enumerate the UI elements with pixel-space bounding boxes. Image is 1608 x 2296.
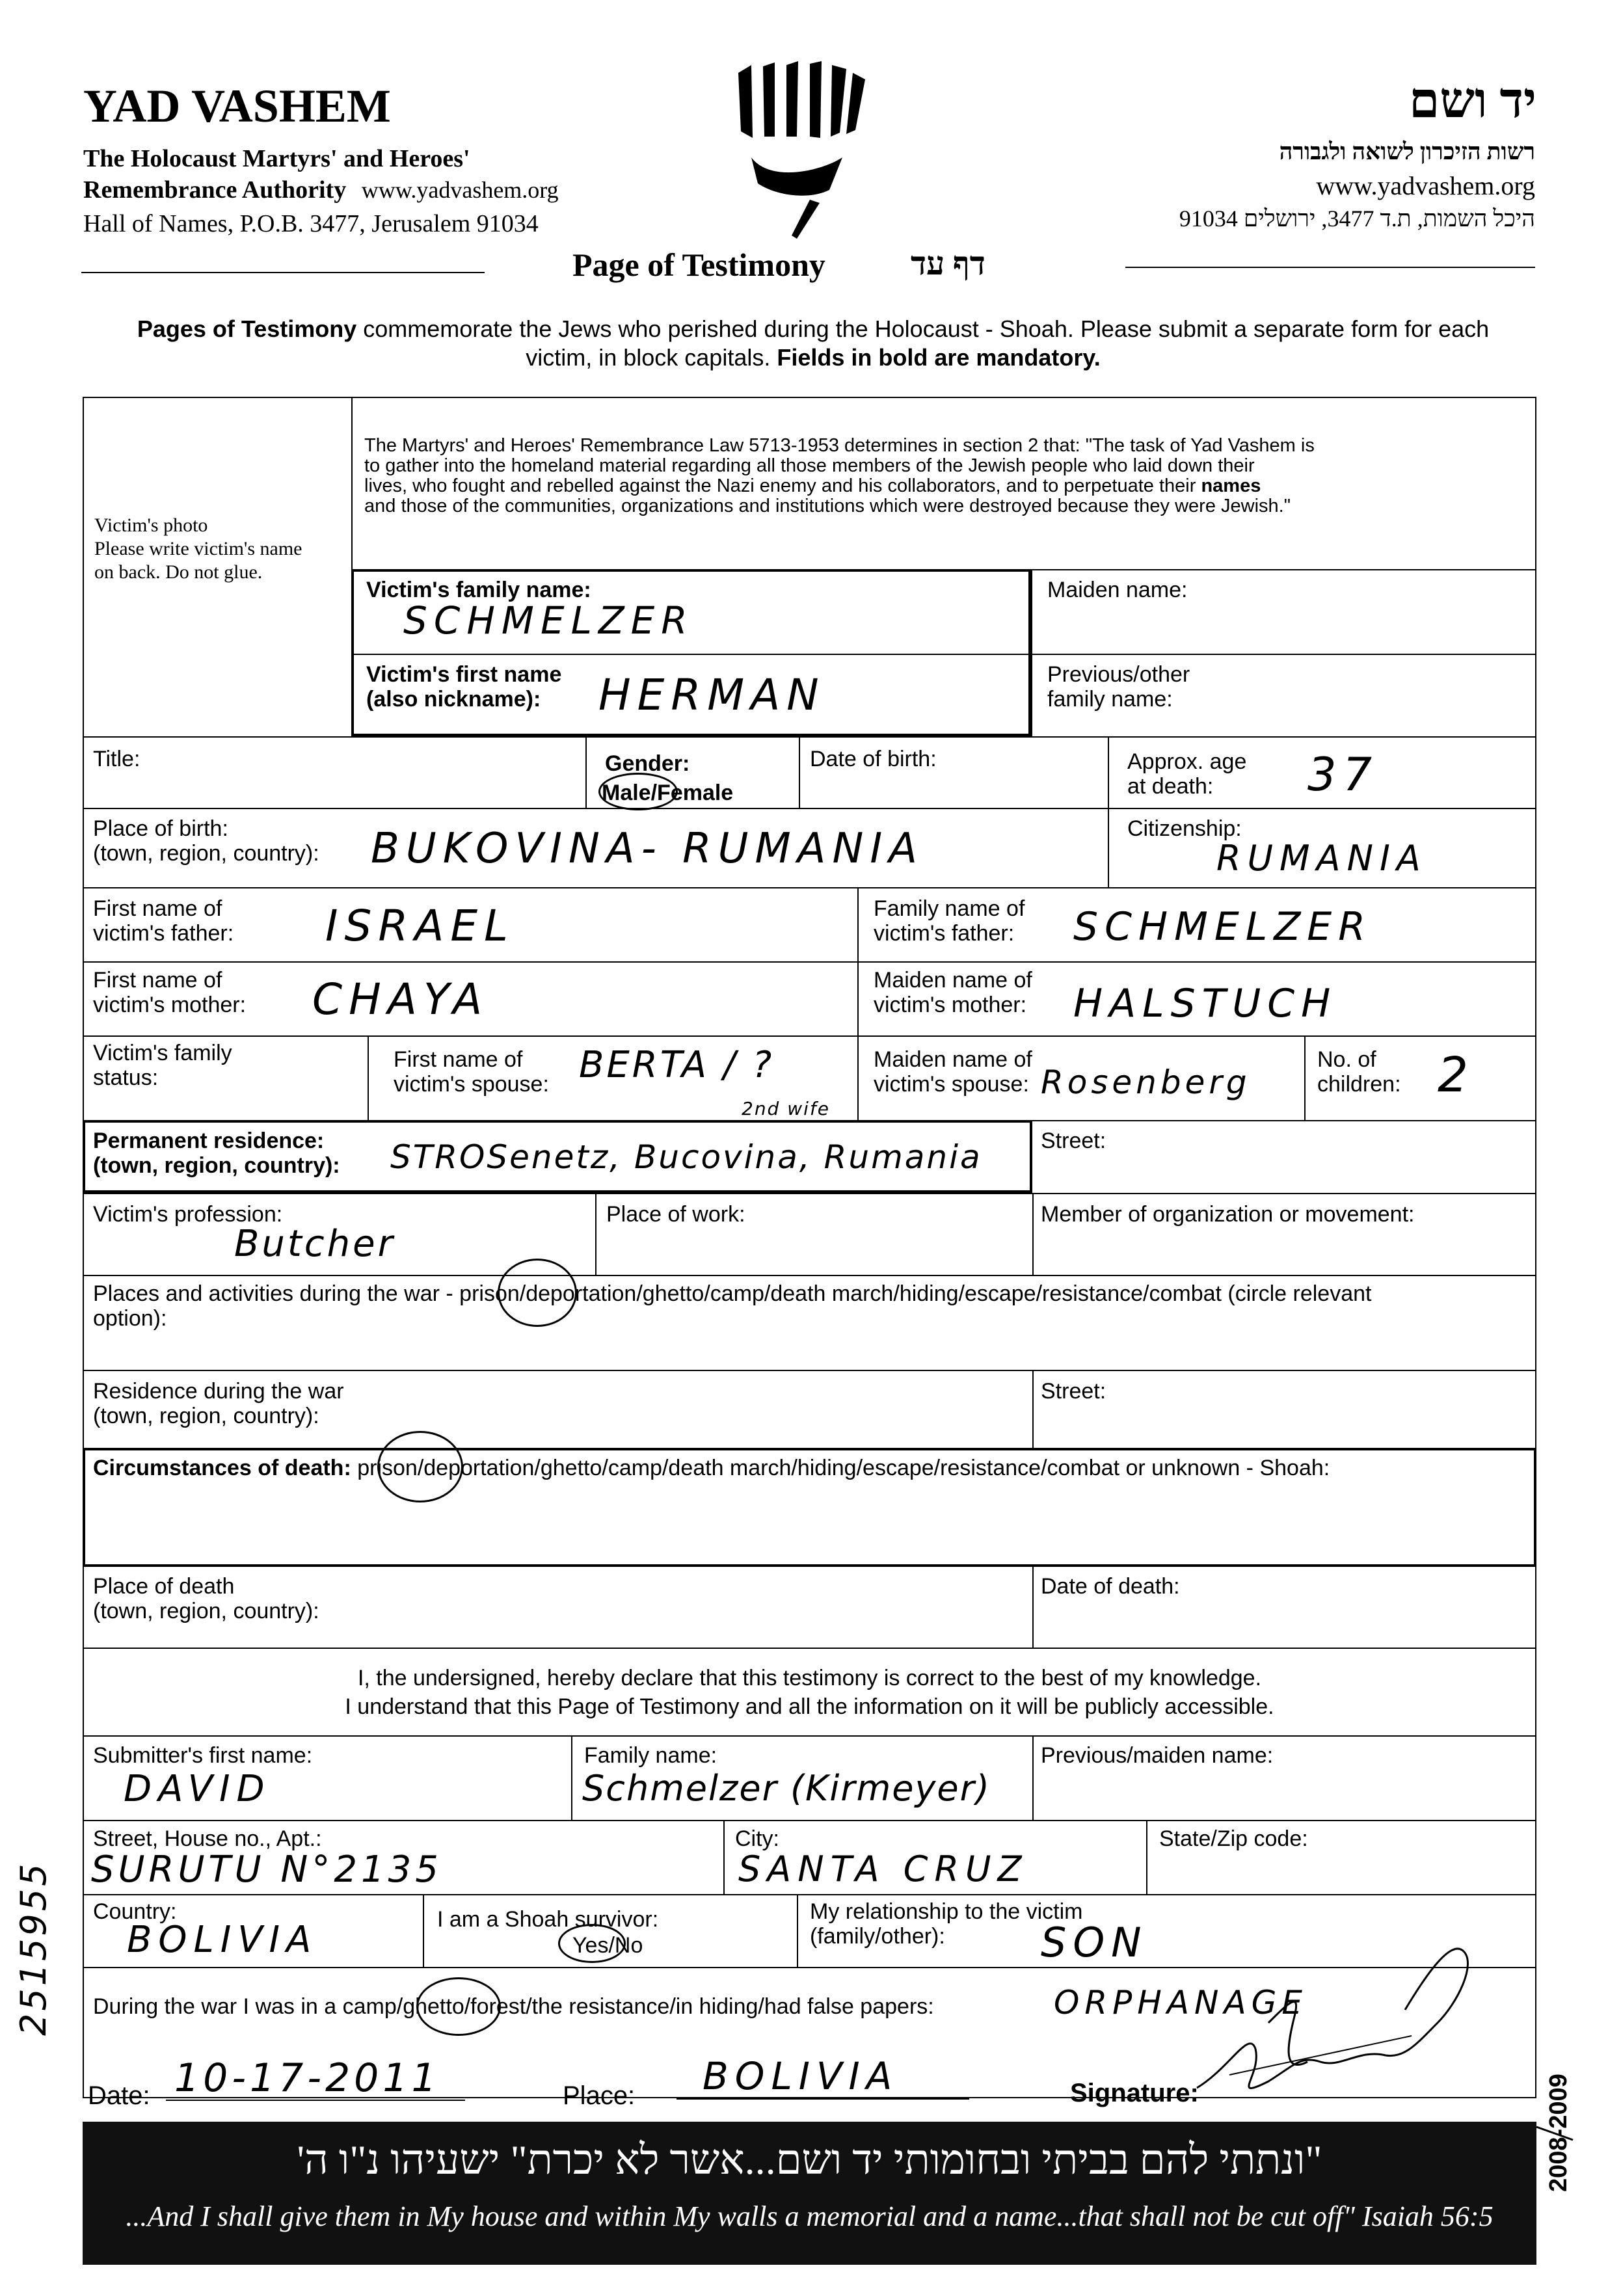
col-rule xyxy=(1032,1735,1034,1820)
org-authority-line xyxy=(83,176,559,204)
mother-maiden-value[interactable]: HALSTUCH xyxy=(1073,981,1337,1026)
death-prison-circle-mark xyxy=(377,1431,463,1502)
survivor-options[interactable]: Yes/No xyxy=(572,1933,643,1958)
gender-female[interactable]: Female xyxy=(657,781,734,805)
declaration-line-2: I understand that this Page of Testimony and all the information on it will be publicly accessible. xyxy=(345,1694,1274,1719)
hebrew-subtitle: רשות הזיכרון לשואה ולגבורה xyxy=(1279,139,1535,165)
intro-line2: victim, in block capitals. xyxy=(526,344,777,371)
date-underline xyxy=(166,2100,465,2101)
father-first-value[interactable]: ISRAEL xyxy=(325,901,515,951)
age-value[interactable]: 37 xyxy=(1307,748,1379,801)
survivor-label: I am a Shoah survivor: xyxy=(437,1907,659,1932)
row-rule xyxy=(83,1120,1536,1121)
col-rule xyxy=(1032,1370,1034,1448)
col-rule xyxy=(1108,808,1109,887)
age-label-1: Approx. age xyxy=(1127,749,1247,774)
row-rule xyxy=(83,1193,1536,1194)
row-rule xyxy=(83,1275,1536,1276)
gender-options[interactable]: Male/Female xyxy=(602,781,734,805)
row-rule xyxy=(83,1735,1536,1737)
place-value[interactable]: BOLIVIA xyxy=(703,2054,899,2098)
col-rule xyxy=(1146,1820,1147,1894)
pob-label xyxy=(93,816,319,866)
hebrew-address: היכל השמות, ת.ד 3477, ירושלים 91034 xyxy=(1179,206,1535,232)
row-rule xyxy=(83,808,1536,809)
children-value[interactable]: 2 xyxy=(1438,1047,1475,1103)
war-street-label: Street: xyxy=(1041,1379,1106,1404)
submitter-prev-label: Previous/maiden name: xyxy=(1041,1743,1274,1768)
father-family-label xyxy=(874,896,1025,946)
signature-mark xyxy=(1190,1925,1490,2120)
submitter-first-label: Submitter's first name: xyxy=(93,1743,313,1768)
col-rule xyxy=(723,1820,725,1894)
father-family-value[interactable]: SCHMELZER xyxy=(1073,904,1372,950)
col-rule xyxy=(571,1735,572,1820)
date-label: Date: xyxy=(88,2081,150,2110)
submitter-city-label: City: xyxy=(735,1826,779,1851)
residence-value[interactable]: STROSenetz, Bucovina, Rumania xyxy=(390,1138,982,1176)
menorah-logo-icon xyxy=(732,60,868,242)
mother-first-label-2: victim's mother: xyxy=(93,993,247,1017)
father-first-label-1: First name of xyxy=(93,896,222,921)
submitter-city-value[interactable]: SANTA CRUZ xyxy=(738,1849,1028,1889)
pob-label-1: Place of birth: xyxy=(93,816,228,841)
row-rule xyxy=(83,1648,1536,1649)
submitter-state-label: State/Zip code: xyxy=(1159,1826,1308,1851)
mother-maiden-label-2: victim's mother: xyxy=(874,993,1027,1017)
col-rule xyxy=(585,736,587,808)
row-rule xyxy=(83,736,1536,738)
family-status-label-1: Victim's family xyxy=(93,1041,232,1065)
survivor-no[interactable]: No xyxy=(614,1933,643,1958)
yes-circle-mark xyxy=(558,1924,626,1963)
citizenship-value[interactable]: RUMANIA xyxy=(1216,838,1427,879)
residence-label xyxy=(93,1128,340,1178)
prev-label-2: family name: xyxy=(1047,687,1173,712)
war-residence-label-1: Residence during the war xyxy=(93,1379,344,1404)
submitter-first-value[interactable]: DAVID xyxy=(124,1768,271,1810)
org-authority: Remembrance Authority xyxy=(83,176,347,204)
death-circ-options: prison/deportation/ghetto/camp/death march/hiding/escape/resistance/combat or unknown - Shoah: xyxy=(351,1456,1330,1480)
footer-banner xyxy=(83,2122,1536,2265)
row-rule xyxy=(351,654,1536,655)
pod-label-2: (town, region, country): xyxy=(93,1599,319,1623)
war-residence-label xyxy=(93,1379,344,1428)
title-rule-right xyxy=(1125,267,1535,268)
declaration xyxy=(83,1664,1536,1721)
family-status-label xyxy=(93,1041,232,1090)
children-label-2: children: xyxy=(1317,1072,1401,1097)
date-value[interactable]: 10-17-2011 xyxy=(174,2055,440,2101)
mother-first-value[interactable]: CHAYA xyxy=(312,974,489,1024)
family-name-value[interactable]: SCHMELZER xyxy=(403,598,694,643)
children-label xyxy=(1317,1047,1401,1097)
pob-value[interactable]: BUKOVINA- RUMANIA xyxy=(371,825,924,873)
previous-family-name-label xyxy=(1047,662,1190,712)
pod-label-1: Place of death xyxy=(93,1574,235,1599)
submitter-street-label: Street, House no., Apt.: xyxy=(93,1826,322,1851)
father-family-label-2: victim's father: xyxy=(874,921,1015,946)
spouse-maiden-label-1: Maiden name of xyxy=(874,1047,1032,1072)
col-rule xyxy=(1032,1193,1034,1275)
war-places-label-1: Places and activities during the war - prison/deportation/ghetto/camp/death march/hiding/escape/resistance/combat (circle relevant xyxy=(93,1281,1372,1306)
intro-text xyxy=(91,315,1535,372)
org-name: YAD VASHEM xyxy=(83,80,391,132)
page-title: Page of Testimony xyxy=(572,247,825,283)
citizenship-label: Citizenship: xyxy=(1127,816,1242,841)
first-name-label xyxy=(366,662,561,712)
footer-english: ...And I shall give them in My house and within My walls a memorial and a name...that shall not be cut off" Isaiah 56:5 xyxy=(126,2200,1494,2232)
father-first-label xyxy=(93,896,234,946)
first-name-label-1: Victim's first name xyxy=(366,662,562,687)
col-rule xyxy=(1031,569,1032,736)
org-subtitle: The Holocaust Martyrs' and Heroes' xyxy=(83,145,470,172)
hebrew-name: יד ושם xyxy=(1408,73,1536,128)
gender-label: Gender: xyxy=(605,751,690,776)
date-of-death-label: Date of death: xyxy=(1041,1574,1180,1599)
spouse-first-label xyxy=(394,1047,549,1097)
photo-line-2: Please write victim's name xyxy=(94,538,302,559)
row-rule xyxy=(83,1894,1536,1895)
submitter-war-value[interactable]: ORPHANAGE xyxy=(1054,1984,1307,2022)
spouse-first-value[interactable]: BERTA / ? xyxy=(579,1044,775,1086)
male-circle-mark xyxy=(598,773,678,810)
row-rule xyxy=(83,1370,1536,1371)
residence-label-1: Permanent residence: xyxy=(93,1128,325,1153)
page-title-hebrew: דף עד xyxy=(911,245,985,282)
law-line-1: The Martyrs' and Heroes' Remembrance Law 5713-1953 determines in section 2 that: "The task of Yad Vashem is xyxy=(364,435,1315,456)
col-rule xyxy=(799,736,800,808)
submitter-country-value[interactable]: BOLIVIA xyxy=(127,1919,318,1961)
footer-hebrew: "ונתתי להם בביתי ובחומותי יד ושם...אשר לא יכרת" ישעיהו נ"ו ה' xyxy=(297,2137,1322,2183)
spouse-maiden-label-2: victim's spouse: xyxy=(874,1072,1029,1097)
children-label-1: No. of xyxy=(1317,1047,1376,1072)
row-rule xyxy=(83,1820,1536,1821)
col-rule xyxy=(1304,1035,1306,1120)
spouse-maiden-label xyxy=(874,1047,1032,1097)
father-family-label-1: Family name of xyxy=(874,896,1025,921)
organization-label: Member of organization or movement: xyxy=(1041,1202,1415,1227)
place-underline xyxy=(677,2098,969,2100)
ghetto-circle-mark xyxy=(416,1977,501,2036)
col-rule xyxy=(1032,1567,1034,1648)
submitter-country-label: Country: xyxy=(93,1899,177,1924)
title-label: Title: xyxy=(93,747,141,771)
law-line-3 xyxy=(364,476,1529,496)
mother-maiden-label-1: Maiden name of xyxy=(874,968,1032,993)
profession-label: Victim's profession: xyxy=(93,1202,283,1227)
title-rule-left xyxy=(81,272,485,273)
pob-label-2: (town, region, country): xyxy=(93,841,319,866)
submitter-family-value[interactable]: Schmelzer (Kirmeyer) xyxy=(582,1768,991,1809)
death-circumstances-label xyxy=(93,1456,1330,1480)
org-url: www.yadvashem.org xyxy=(361,177,559,203)
col-rule xyxy=(857,1035,859,1120)
col-rule xyxy=(1108,736,1109,808)
age-label-2: at death: xyxy=(1127,774,1214,799)
intro-mandatory: Fields in bold are mandatory. xyxy=(777,344,1101,371)
residence-label-2: (town, region, country): xyxy=(93,1153,340,1178)
war-residence-label-2: (town, region, country): xyxy=(93,1404,319,1428)
mother-first-label-1: First name of xyxy=(93,968,222,993)
maiden-name-label: Maiden name: xyxy=(1047,578,1188,602)
submitter-family-label: Family name: xyxy=(584,1743,717,1768)
gender-male[interactable]: Male xyxy=(602,781,651,805)
photo-instructions xyxy=(94,514,302,584)
spouse-first-label-1: First name of xyxy=(394,1047,523,1072)
profession-value[interactable]: Butcher xyxy=(234,1223,395,1265)
work-label: Place of work: xyxy=(606,1202,745,1227)
col-rule xyxy=(797,1894,798,1967)
row-rule xyxy=(83,1035,1536,1037)
law-line-3-text: lives, who fought and rebelled against the Nazi enemy and his collaborators, and to perpetuate their xyxy=(364,475,1201,496)
row-rule xyxy=(83,961,1536,963)
submitter-war-label: During the war I was in a camp/ghetto/forest/the resistance/in hiding/had false papers: xyxy=(93,1994,934,2019)
age-label xyxy=(1127,749,1246,799)
photo-line-1: Victim's photo xyxy=(94,514,208,536)
relationship-value[interactable]: SON xyxy=(1041,1919,1148,1966)
submitter-street-value[interactable]: SURUTU N°2135 xyxy=(91,1849,442,1891)
family-status-label-2: status: xyxy=(93,1065,159,1090)
intro-line1: commemorate the Jews who perished during the Holocaust - Shoah. Please submit a separate form for each xyxy=(356,315,1490,342)
dob-label: Date of birth: xyxy=(810,747,937,771)
spouse-maiden-value[interactable]: Rosenberg xyxy=(1041,1063,1251,1101)
hebrew-url: www.yadvashem.org xyxy=(1316,171,1535,200)
photo-line-3: on back. Do not glue. xyxy=(94,561,263,583)
mother-first-label xyxy=(93,968,246,1017)
law-text xyxy=(364,436,1529,516)
father-first-label-2: victim's father: xyxy=(93,921,234,946)
relationship-label-1: My relationship to the victim xyxy=(810,1899,1083,1924)
mother-maiden-label xyxy=(874,968,1032,1017)
margin-number: 2515955 xyxy=(13,1861,54,2036)
place-of-death-label xyxy=(93,1574,319,1623)
war-places-label-2: option): xyxy=(93,1306,167,1331)
org-address: Hall of Names, P.O.B. 3477, Jerusalem 91034 xyxy=(83,210,539,237)
place-label: Place: xyxy=(563,2081,636,2110)
first-name-value[interactable]: HERMAN xyxy=(598,670,825,720)
form-version: 2008-2009 xyxy=(1545,2074,1572,2192)
relationship-label-2: (family/other): xyxy=(810,1924,945,1949)
law-line-2: to gather into the homeland material regarding all those members of the Jewish people who laid down their xyxy=(364,455,1255,476)
signature-label: Signature: xyxy=(1070,2079,1199,2107)
col-rule xyxy=(423,1894,424,1967)
survivor-yes[interactable]: Yes xyxy=(572,1933,609,1958)
prison-circle-mark xyxy=(498,1259,577,1327)
death-circ-title: Circumstances of death: xyxy=(93,1456,351,1480)
spouse-first-label-2: victim's spouse: xyxy=(394,1072,549,1097)
col-rule xyxy=(368,1035,369,1120)
intro-lead: Pages of Testimony xyxy=(137,315,357,342)
declaration-line-1: I, the undersigned, hereby declare that this testimony is correct to the best of my knowledge. xyxy=(357,1666,1262,1690)
war-places-label[interactable] xyxy=(93,1281,1531,1331)
family-name-label: Victim's family name: xyxy=(366,578,591,602)
law-names: names xyxy=(1201,475,1261,496)
prev-label-1: Previous/other xyxy=(1047,662,1190,687)
law-line-4: and those of the communities, organizations and institutions which were destroyed because they were Jewish." xyxy=(364,496,1291,516)
col-rule xyxy=(595,1193,596,1275)
first-name-label-2: (also nickname): xyxy=(366,687,541,712)
corner-mark xyxy=(1535,2107,1574,2146)
row-rule xyxy=(83,887,1536,888)
street-label: Street: xyxy=(1041,1128,1106,1153)
spouse-note: 2nd wife xyxy=(742,1098,830,1119)
